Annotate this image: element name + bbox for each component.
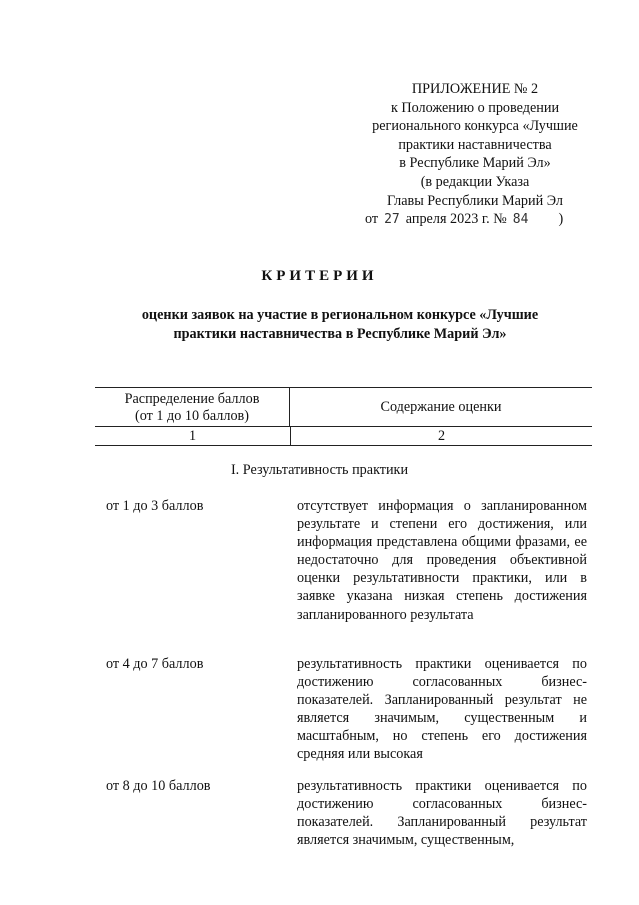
criterion-description: результативность практики оценивается по достижению согласованных бизнес-показателей. Запланированный результат является значимым, существенным, bbox=[297, 778, 587, 849]
subtitle-line: оценки заявок на участие в региональном конкурсе «Лучшие bbox=[141, 307, 539, 323]
column-number-1: 1 bbox=[95, 427, 291, 445]
criterion-score: от 8 до 10 баллов bbox=[106, 778, 211, 794]
subtitle-line: практики наставничества в Республике Марий Эл» bbox=[173, 326, 507, 342]
content-column-header: Содержание оценки bbox=[380, 399, 502, 415]
date-month-year: апреля 2023 г. № bbox=[405, 211, 507, 228]
criterion-score: от 1 до 3 баллов bbox=[106, 498, 204, 514]
criterion-score: от 4 до 7 баллов bbox=[106, 656, 204, 672]
section-title: I. Результативность практики bbox=[230, 462, 409, 478]
appendix-line: в Республике Марий Эл» bbox=[399, 155, 551, 172]
criteria-table-header bbox=[95, 387, 592, 446]
table-number-row bbox=[95, 427, 592, 446]
criterion-description: отсутствует информация о запланированном результате и степени его достижения, или информация представлена общими фразами, ее недостаточно для проведения объективной оценки результативности практики, или в заявке указана низкая степень достижения запланированного результата bbox=[297, 498, 587, 623]
date-prefix: от bbox=[365, 211, 379, 228]
table-header-row bbox=[95, 388, 592, 427]
appendix-line: Главы Республики Марий Эл bbox=[386, 192, 563, 209]
score-column-header bbox=[95, 388, 290, 426]
score-header-line: (от 1 до 10 баллов) bbox=[135, 408, 249, 424]
date-day: 27 bbox=[384, 212, 400, 228]
appendix-heading: ПРИЛОЖЕНИЕ № 2 bbox=[411, 81, 539, 97]
document-subtitle bbox=[110, 306, 570, 344]
decree-number: 84 bbox=[512, 212, 529, 228]
appendix-line: (в редакции Указа bbox=[420, 173, 530, 190]
criterion-description: результативность практики оценивается по достижению согласованных бизнес-показателей. Запланированный результат не является значимым, существенным и масштабным, но степень его достижения средняя или высокая bbox=[297, 656, 587, 763]
appendix-line: регионального конкурса «Лучшие bbox=[372, 118, 578, 135]
appendix-date-line bbox=[345, 210, 605, 230]
column-number-2: 2 bbox=[437, 428, 446, 444]
appendix-line: практики наставничества bbox=[398, 136, 552, 153]
appendix-block bbox=[345, 80, 605, 230]
date-close: ) bbox=[558, 211, 564, 228]
score-header-line: Распределение баллов bbox=[124, 391, 260, 407]
document-title: КРИТЕРИИ bbox=[261, 268, 378, 284]
appendix-line: к Положению о проведении bbox=[390, 99, 560, 116]
